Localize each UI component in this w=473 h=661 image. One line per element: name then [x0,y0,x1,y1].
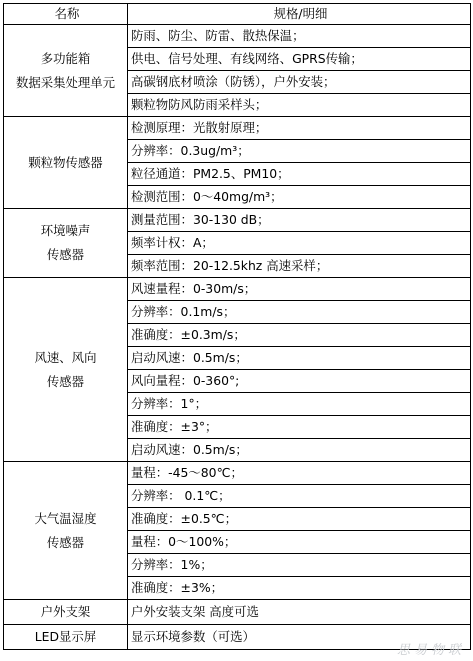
item-name-cell [4,600,128,625]
table-row [4,25,471,48]
spec-cell: 分辨率：0.1m/s； [128,301,471,324]
item-name-cell [4,25,128,117]
item-name-cell [4,278,128,462]
spec-cell: 分辨率： 0.1℃； [128,485,471,508]
item-name-line: 传感器 [46,247,85,262]
spec-cell: 供电、信号处理、有线网络、GPRS传输； [128,48,471,71]
spec-cell: 测量范围：30-130 dB； [128,209,471,232]
spec-table [3,3,471,650]
spec-cell: 粒径通道：PM2.5、PM10； [128,163,471,186]
spec-cell: 检测原理：光散射原理； [128,117,471,140]
item-name-line: 户外支架 [40,604,91,619]
spec-cell: 颗粒物防风防雨采样头； [128,94,471,117]
spec-cell: 准确度：±0.3m/s； [128,324,471,347]
item-name-line: 风速、风向 [34,349,97,365]
item-name-line: LED显示屏 [34,629,97,644]
spec-cell: 准确度：±0.5℃； [128,508,471,531]
item-name-cell [4,625,128,650]
spec-cell: 量程：0～100%； [128,531,471,554]
spec-cell: 显示环境参数（可选） [128,625,471,650]
header-row [4,4,471,25]
table-row [4,117,471,140]
spec-cell: 防雨、防尘、防雷、散热保温； [128,25,471,48]
spec-cell: 分辨率：0.3ug/m³； [128,140,471,163]
item-name-line: 颗粒物传感器 [28,154,103,170]
item-name-line: 传感器 [46,373,85,389]
brand-watermark: 思易物联 [396,643,465,658]
table-row [4,600,471,625]
spec-cell: 分辨率：1%； [128,554,471,577]
spec-cell: 高碳钢底材喷涂（防锈），户外安装； [128,71,471,94]
spec-cell: 准确度：±3°； [128,416,471,439]
spec-cell: 量程：-45～80℃； [128,462,471,485]
table-row [4,209,471,232]
spec-cell: 频率计权：A； [128,232,471,255]
item-name-cell [4,462,128,600]
item-name-line: 环境噪声 [40,223,91,238]
spec-cell: 启动风速：0.5m/s； [128,347,471,370]
spec-cell: 风速量程：0-30m/s； [128,278,471,301]
spec-cell: 启动风速：0.5m/s； [128,439,471,462]
item-name-cell [4,117,128,209]
header-name: 名称 [4,4,128,25]
table-row [4,278,471,301]
spec-cell: 准确度：±3%； [128,577,471,600]
spec-body [4,25,471,650]
table-row [4,462,471,485]
item-name-line: 多功能箱 [40,50,91,66]
spec-cell: 风向量程：0-360°; [128,370,471,393]
spec-cell: 检测范围：0～40mg/m³； [128,186,471,209]
spec-cell: 户外安装支架 高度可选 [128,600,471,625]
spec-cell: 分辨率：1°； [128,393,471,416]
item-name-line: 传感器 [46,534,85,550]
item-name-line: 数据采集处理单元 [15,74,116,90]
header-spec: 规格/明细 [128,4,471,25]
item-name-line: 大气温湿度 [34,510,97,526]
spec-cell: 频率范围：20-12.5khz 高速采样； [128,255,471,278]
item-name-cell [4,209,128,278]
